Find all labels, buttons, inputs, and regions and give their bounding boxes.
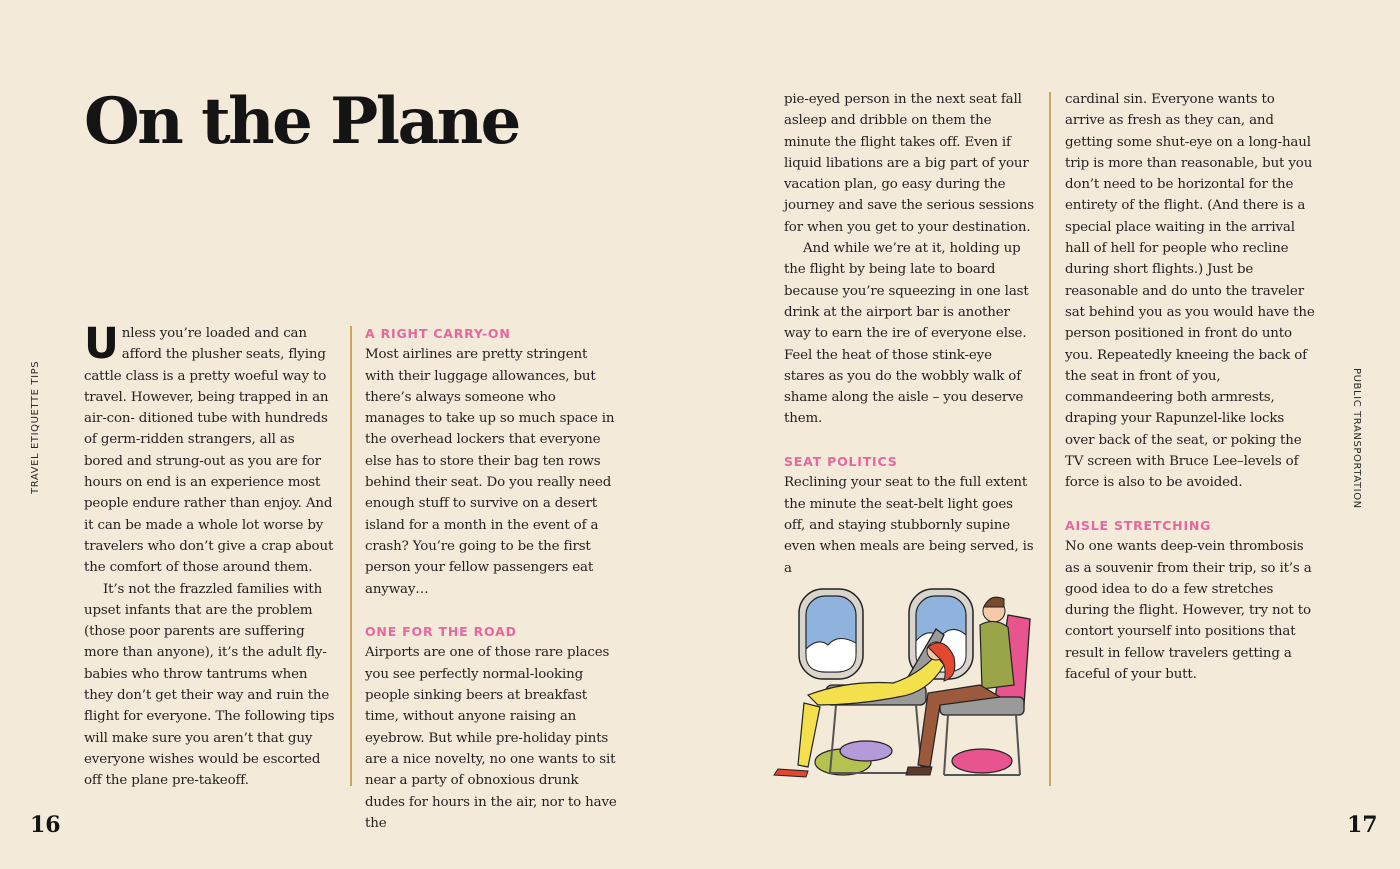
- heading-aisle-stretching: AISLE STRETCHING: [1065, 517, 1212, 533]
- one-for-the-road-body: Airports are one of those rare places you see perfectly normal-looking people sinking beers at breakfast time, without anyone raising an eyebrow. But while pre-holiday pints are a nice novelty, no one wants to sit near a party of obnoxious drunk dudes for hours in the air, nor to have the: [365, 645, 617, 831]
- column-rule-left: [350, 326, 352, 786]
- page-title: On the Plane: [84, 84, 519, 159]
- bag-pink-icon: [952, 749, 1012, 773]
- heading-one-for-the-road: ONE FOR THE ROAD: [365, 624, 517, 640]
- column-4: [1065, 89, 1317, 685]
- page-number-right: 17: [1347, 812, 1378, 838]
- seat-politics-body: Reclining your seat to the full extent the minute the seat-belt light goes off, and staying stubbornly supine even when meals are being served, is a: [784, 475, 1034, 576]
- heading-carry-on: A RIGHT CARRY-ON: [365, 326, 511, 341]
- heading-seat-politics: SEAT POLITICS: [784, 454, 898, 470]
- one-for-the-road-paragraph-2: And while we’re at it, holding up the flight by being late to board because you’re squeezing in one last drink at the airport bar is another way to earn the ire of everyone else. Feel the heat of those stink-eye stares as you do the wobbly walk of shame along the aisle – you deserve them.: [784, 241, 1029, 427]
- window-1-icon: [799, 589, 863, 679]
- page-number-left: 16: [30, 812, 61, 838]
- intro-paragraph-1: Unless you’re loaded and can afford the plusher seats, flying cattle class is a pretty woeful way to travel. However, being trapped in an air-con- ditioned tube with hundreds of germ-ridden strangers, all as bored and strung-out as you are for hours on end is an experience most people endure rather than enjoy. And it can be made a whole lot worse by travelers who don’t give a crap about the comfort of those around them.: [84, 319, 334, 576]
- bag-purple-icon: [840, 741, 892, 761]
- airplane-seats-illustration: [768, 585, 1036, 785]
- column-2: [365, 323, 617, 834]
- one-for-the-road-continued: pie-eyed person in the next seat fall asleep and dribble on them the minute the flight takes off. Even if liquid libations are a big part of your vacation plan, go easy during the journey and save the serious sessions for when you get to your destination.: [784, 92, 1034, 235]
- carry-on-body: Most airlines are pretty stringent with their luggage allowances, but there’s always someone who manages to take up so much space in the overhead lockers that everyone else has to store their bag ten rows behind their seat. Do you really need enough stuff to survive on a desert island for a month in the event of a crash? You’re going to be the first person your fellow passengers eat anyway…: [365, 347, 615, 597]
- column-3: [784, 89, 1036, 579]
- intro-paragraph-2: It’s not the frazzled families with upset infants that are the problem (those poor parents are suffering more than anyone), it’s the adult fly-babies who throw tantrums when they don’t get their way and ruin the flight for everyone. The following tips will make sure you aren’t that guy everyone wishes would be escorted off the plane pre-takeoff.: [84, 581, 335, 789]
- seat-politics-continued: cardinal sin. Everyone wants to arrive as fresh as they can, and getting some shut-eye on a long-haul trip is more than reasonable, but you don’t need to be horizontal for the entirety of the flight. (And there is a special place waiting in the arrival hall of hell for people who recline during short flights.) Just be reasonable and do unto the traveler sat behind you as you would have the person positioned in front do unto you. Repeatedly kneeing the back of the seat in front of you, commandeering both armrests, draping your Rapunzel-like locks over back of the seat, or poking the TV screen with Bruce Lee–levels of force is also to be avoided.: [1065, 92, 1315, 491]
- column-rule-right: [1049, 92, 1051, 786]
- drop-cap: U: [84, 319, 119, 369]
- intro-column: [84, 319, 336, 792]
- running-head-right: PUBLIC TRANSPORTATION: [1351, 368, 1362, 509]
- aisle-stretching-body: No one wants deep-vein thrombosis as a souvenir from their trip, so it’s a good idea to do a few stretches during the flight. However, try not to contort yourself into positions that result in fellow travelers getting a faceful of your butt.: [1065, 539, 1312, 683]
- running-head-left: TRAVEL ETIQUETTE TIPS: [30, 360, 41, 494]
